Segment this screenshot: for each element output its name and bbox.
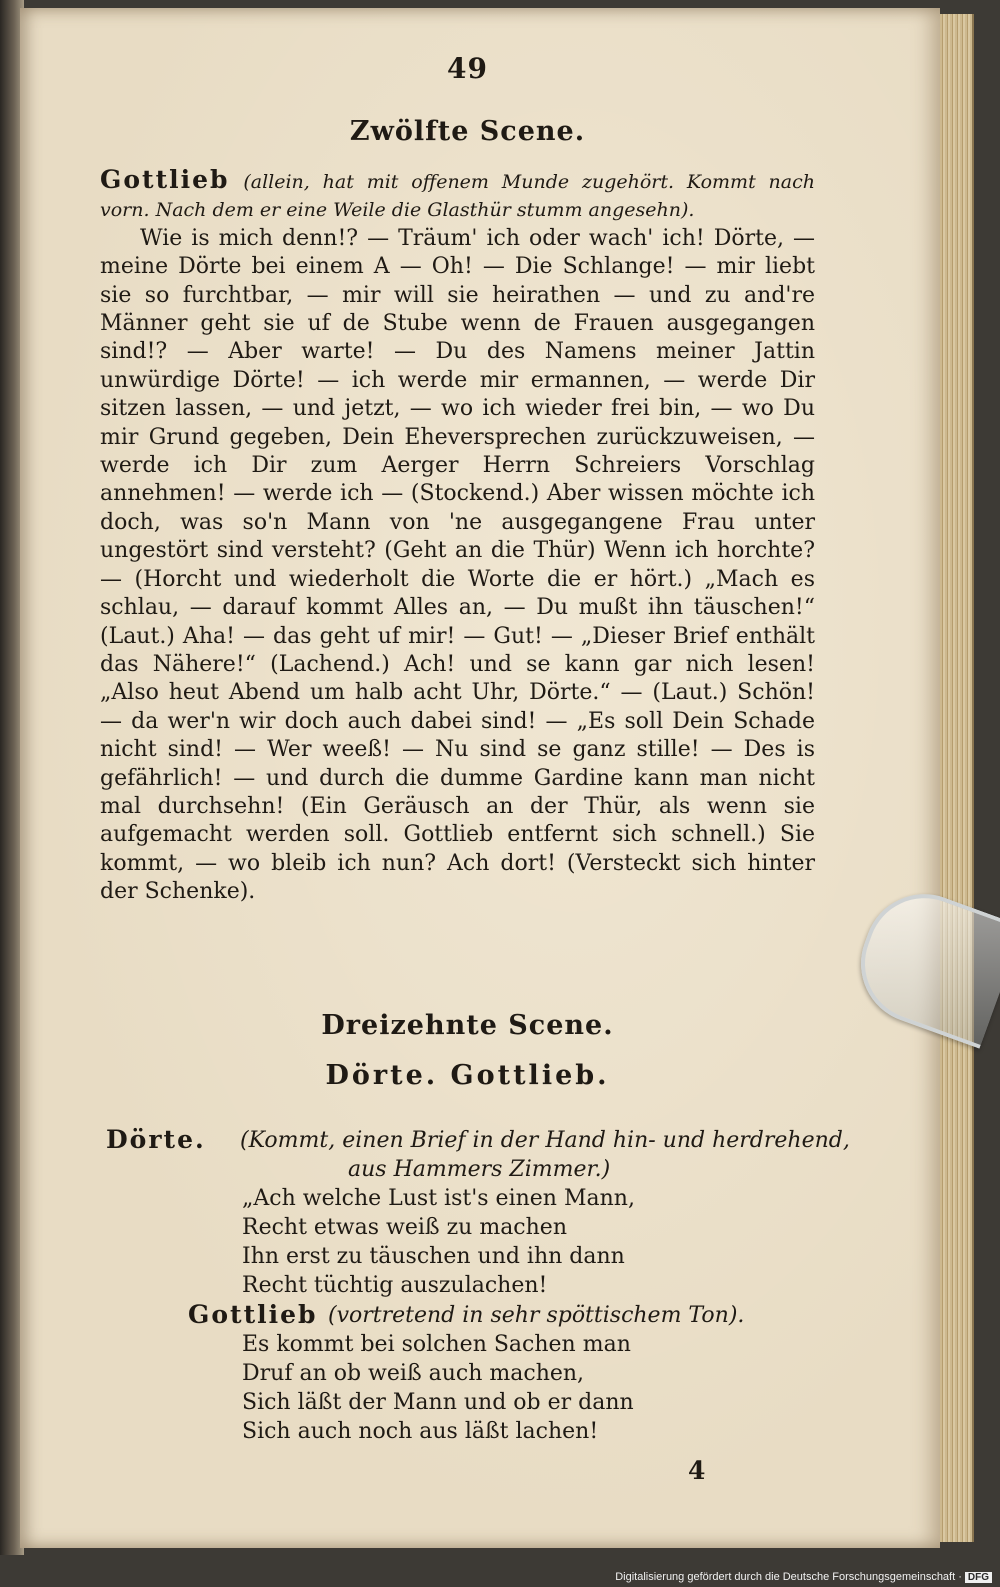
verse-line: Recht etwas weiß zu machen: [242, 1215, 567, 1240]
verse-line: Recht tüchtig auszulachen!: [242, 1273, 548, 1298]
stage-direction-doerte-b: aus Hammers Zimmer.): [348, 1157, 611, 1182]
scene-13-characters: Dörte. Gottlieb.: [325, 1060, 610, 1091]
verse-line: Ihn erst zu täuschen und ihn dann: [242, 1244, 625, 1269]
speaker-doerte: Dörte.: [106, 1125, 206, 1154]
scene-12-title: Zwölfte Scene.: [349, 116, 586, 147]
verse-line: Druf an ob weiß auch machen,: [242, 1361, 585, 1386]
stage-direction-gottlieb: (vortretend in sehr spöttischem Ton).: [328, 1303, 745, 1328]
stage-direction: (allein, hat mit offenem Munde zugehört. Kommt nach vorn. Nach dem er eine Weile die Glasthür stumm angesehn).: [100, 171, 815, 222]
scene-12-text: [100, 166, 815, 966]
verse-line: Sich auch noch aus läßt lachen!: [242, 1419, 599, 1444]
verse-line: Es kommt bei solchen Sachen man: [242, 1332, 631, 1357]
verse-line: „Ach welche Lust ist's einen Mann,: [242, 1186, 635, 1211]
funding-footer: [615, 1571, 992, 1583]
scene-13-title: Dreizehnte Scene.: [321, 1010, 614, 1041]
monologue-text: Wie is mich denn!? — Träum' ich oder wach' ich! Dörte, — meine Dörte bei einem A — Oh! — Die Schlange! — mir liebt sie so furchtbar, — mir will sie heirathen — und zu and're Männer geht sie uf de Stube wenn de Frauen ausgegangen sind!? — Aber warte! — Du des Namens meiner Jattin unwürdige Dörte! — ich werde mir ermannen, — werde Dir sitzen lassen, — und jetzt, — wo ich wieder frei bin, — wo Du mir Grund gegeben, Dein Eheversprechen zurückzuweisen, — werde ich Dir zum Aerger Herrn Schreiers Vorschlag annehmen! — werde ich — (Stockend.) Aber wissen möchte ich doch, was so'n Mann von 'ne ausgegangene Frau unter ungestört sind versteht? (Geht an die Thür) Wenn ich horchte? — (Horcht und wiederholt die Worte die er hört.) „Mach es schlau, — darauf kommt Alles an, — Du mußt ihn täuschen!“ (Laut.) Aha! — das geht uf mir! — Gut! — „Dieser Brief enthält das Nähere!“ (Lachend.) Ach! und se kann gar nich lesen! „Also heut Abend um halb acht Uhr, Dörte.“ — (Laut.) Schön! — da wer'n wir doch auch dabei sind! — „Es soll Dein Schade nicht sind! — Wer weeß! — Nu sind se ganz stille! — Des is gefährlich! — und durch die dumme Gardine kann man nicht mal durchsehn! (Ein Geräusch an der Thür, als wenn sie aufgemacht werden soll. Gottlieb entfernt sich schnell.) Sie kommt, — wo bleib ich nun? Ach dort! (Versteckt sich hinter der Schenke).: [100, 225, 815, 905]
book-page: [20, 8, 940, 1548]
verse-line: Sich läßt der Mann und ob er dann: [242, 1390, 634, 1415]
speaker-name: Gottlieb: [100, 165, 230, 194]
funding-text: Digitalisierung gefördert durch die Deutsche Forschungsgemeinschaft ·: [615, 1571, 962, 1583]
signature-mark: 4: [688, 1456, 706, 1485]
dfg-logo: DFG: [965, 1572, 992, 1583]
stage-direction-doerte-a: (Kommt, einen Brief in der Hand hin- und herdrehend,: [240, 1128, 850, 1153]
page-number: 49: [447, 52, 488, 85]
speaker-gottlieb: Gottlieb: [188, 1300, 318, 1329]
